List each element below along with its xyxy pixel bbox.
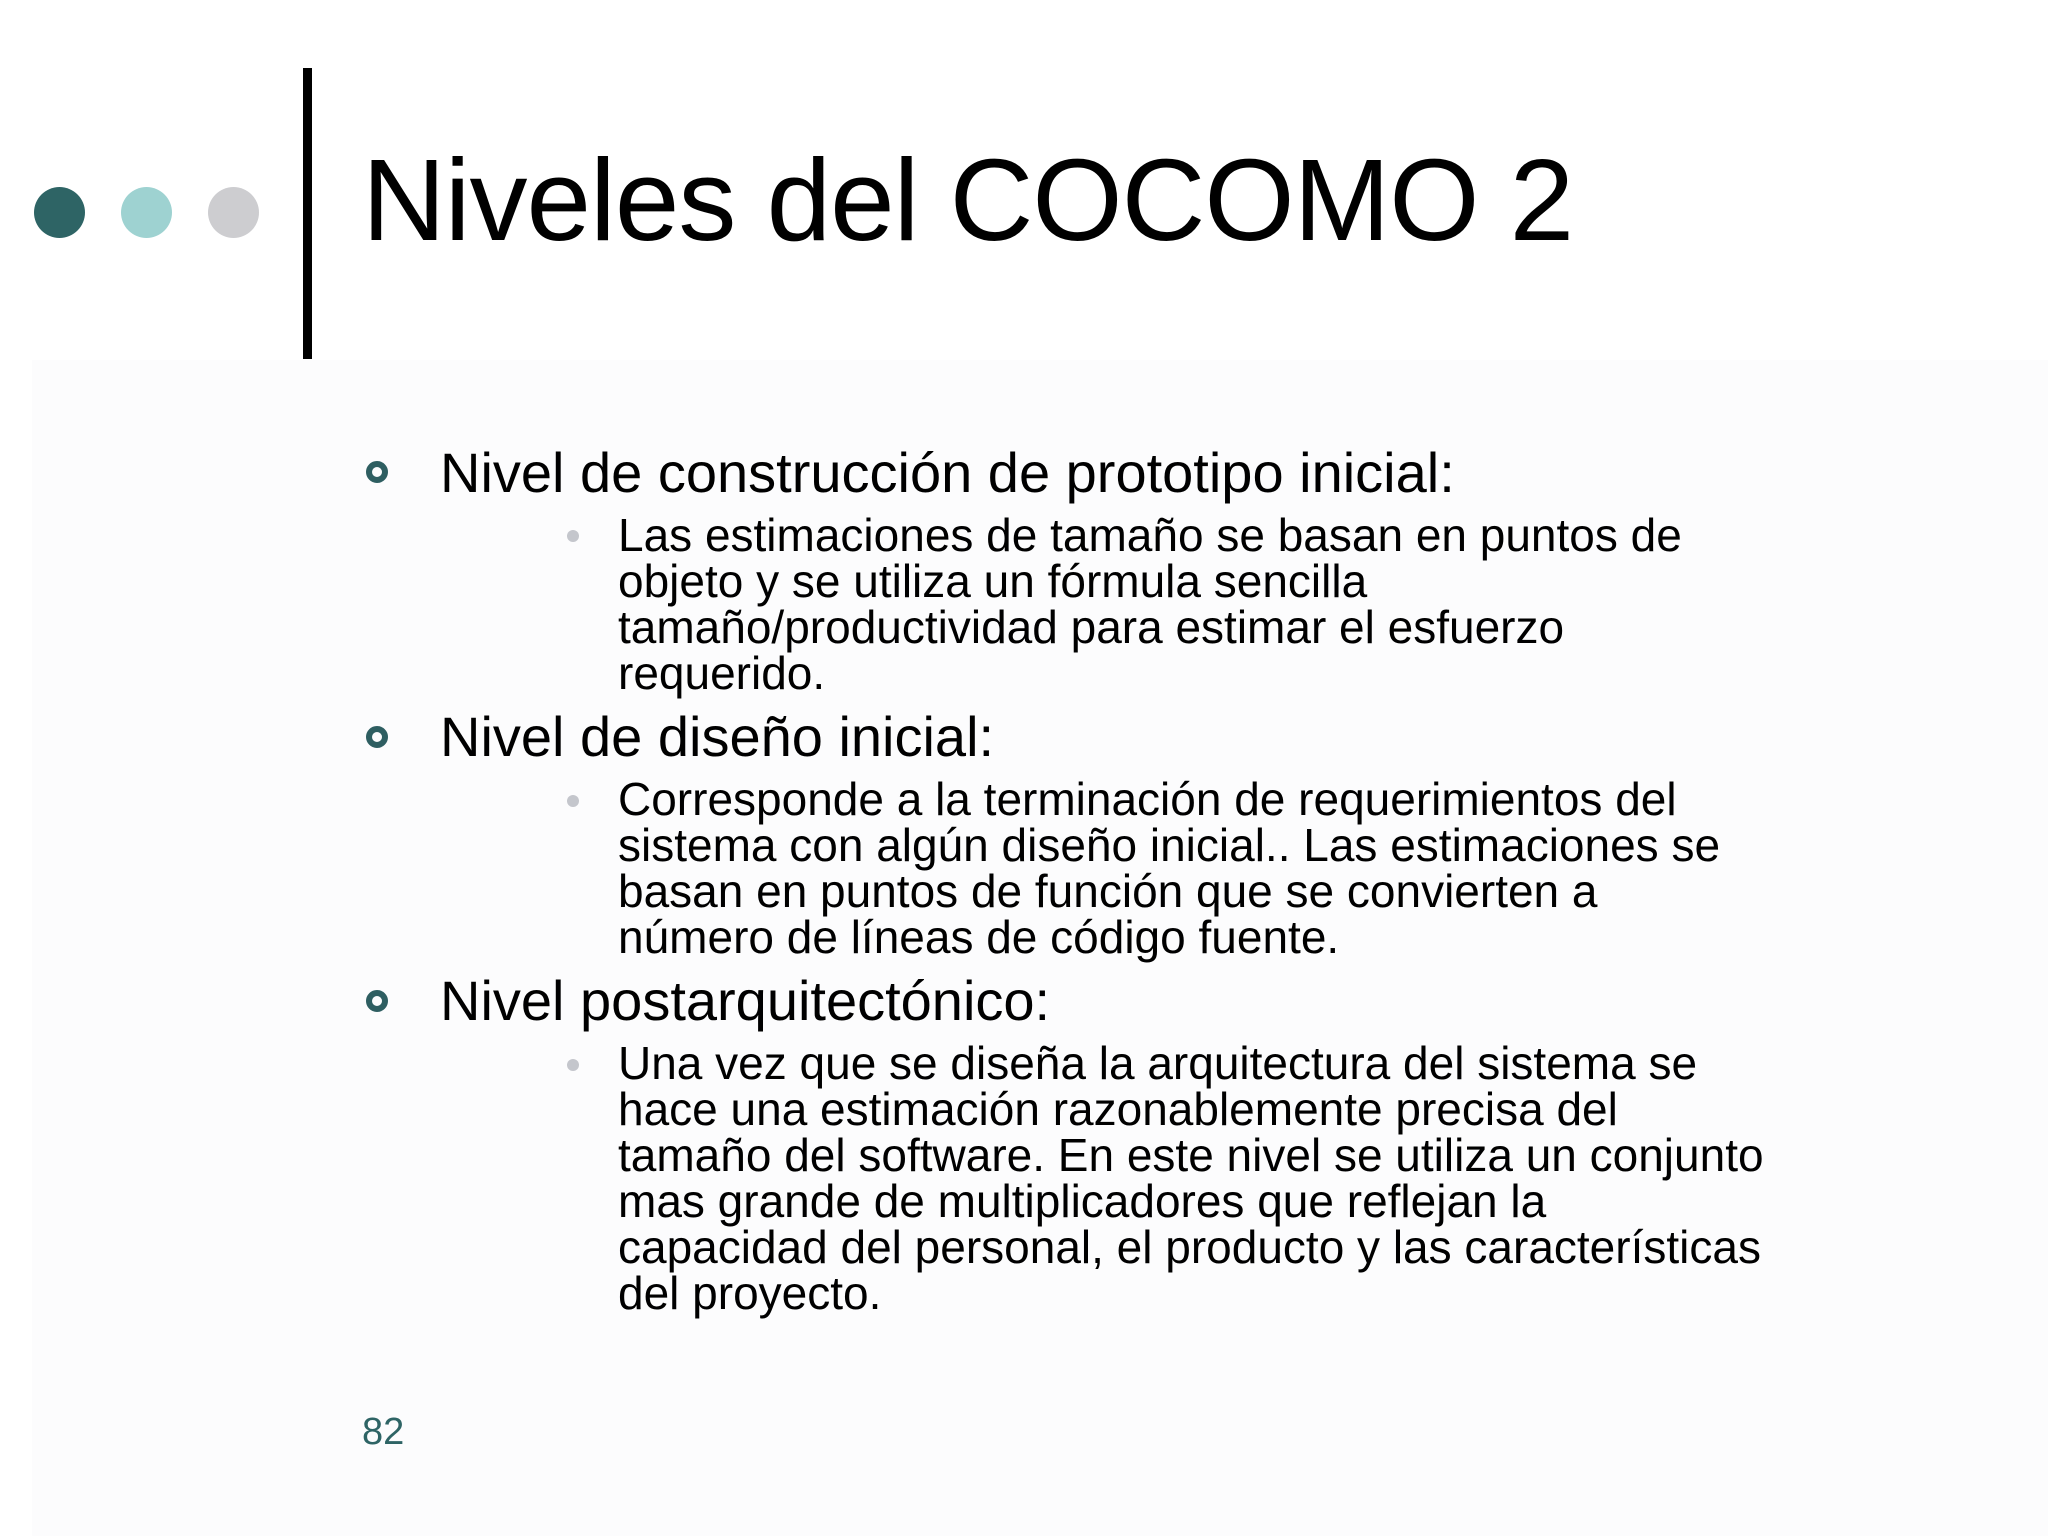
level-label: Nivel postarquitectónico: bbox=[440, 969, 1051, 1032]
ring-bullet-icon bbox=[366, 461, 388, 483]
level-label: Nivel de construcción de prototipo inicial: bbox=[440, 441, 1455, 504]
dot-bullet-icon bbox=[567, 1059, 579, 1071]
ring-bullet-icon bbox=[366, 726, 388, 748]
level-label: Nivel de diseño inicial: bbox=[440, 705, 995, 768]
level-detail: Una vez que se diseña la arquitectura del sistema se hace una estimación razonablemente precisa del tamaño del software. En este nivel se utiliza un conjunto mas grande de multiplicadores que reflejan la capacidad del personal, el producto y las características del proyecto. bbox=[618, 1037, 1764, 1319]
ring-bullet-icon bbox=[366, 990, 388, 1012]
page-number: 82 bbox=[362, 1411, 405, 1453]
level-detail: Corresponde a la terminación de requerimientos del sistema con algún diseño inicial.. Las estimaciones se basan en puntos de función que se convierten a número de líneas de código fuente. bbox=[618, 773, 1721, 963]
dot-bullet-icon bbox=[567, 530, 579, 542]
slide-title: Niveles del COCOMO 2 bbox=[362, 135, 1574, 265]
dot-bullet-icon bbox=[567, 795, 579, 807]
level-detail: Las estimaciones de tamaño se basan en puntos de objeto y se utiliza un fórmula sencilla tamaño/productividad para estimar el esfuerzo requerido. bbox=[618, 509, 1682, 699]
